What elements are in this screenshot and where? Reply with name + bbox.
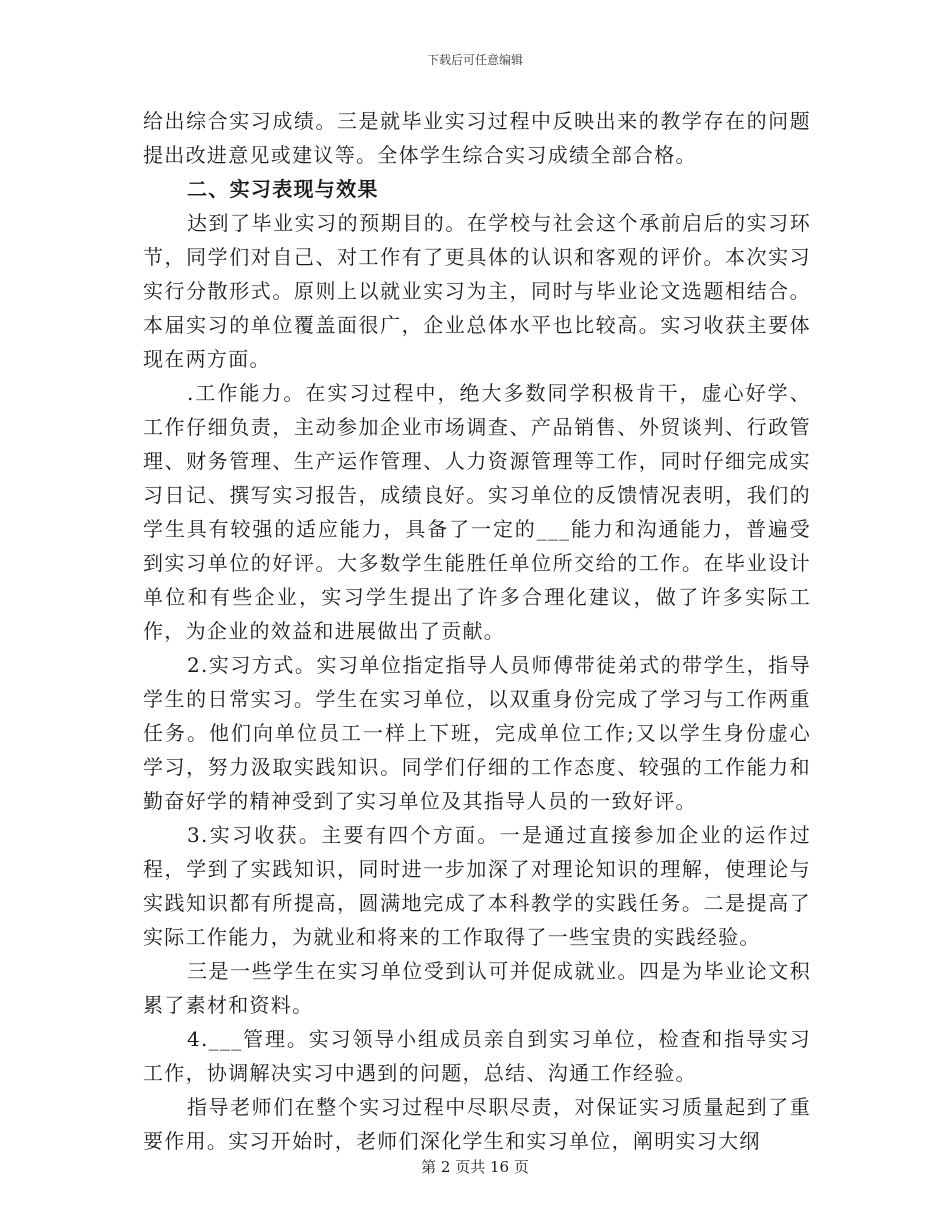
paragraph-continued: 给出综合实习成绩。三是就毕业实习过程中反映出来的教学存在的问题提出改进意见或建议等。全体学生综合实习成绩全部合格。	[143, 109, 811, 167]
paragraph-internship-gains: 3.实习收获。主要有四个方面。一是通过直接参加企业的运作过程，学到了实践知识，同时进一步加深了对理论知识的理解，使理论与实践知识都有所提高，圆满地完成了本科教学的实践任务。二是提高了实际工作能力，为就业和将来的工作取得了一些宝贵的实践经验。	[143, 823, 811, 949]
page-number: 第 2 页共 16 页	[421, 1158, 529, 1176]
document-body	[143, 104, 811, 1158]
section-heading: 二、实习表现与效果	[187, 177, 379, 201]
paragraph-management: 4.___管理。实习领导小组成员亲自到实习单位，检查和指导实习工作，协调解决实习中遇到的问题，总结、沟通工作经验。	[143, 1027, 811, 1085]
paragraph-internship-method: 2.实习方式。实习单位指定指导人员师傅带徒弟式的带学生，指导学生的日常实习。学生在实习单位，以双重身份完成了学习与工作两重任务。他们向单位员工一样上下班，完成单位工作;又以学生身份虚心学习，努力汲取实践知识。同学们仔细的工作态度、较强的工作能力和勤奋好学的精神受到了实习单位及其指导人员的一致好评。	[143, 653, 811, 813]
paragraph-teachers: 指导老师们在整个实习过程中尽职尽责，对保证实习质量起到了重要作用。实习开始时，老师们深化学生和实习单位，阐明实习大纲	[143, 1095, 811, 1153]
page-header-note: 下载后可任意编辑	[426, 53, 523, 67]
paragraph-intro: 达到了毕业实习的预期目的。在学校与社会这个承前启后的实习环节，同学们对自己、对工作有了更具体的认识和客观的评价。本次实习实行分散形式。原则上以就业实习为主，同时与毕业论文选题相结合。本届实习的单位覆盖面很广，企业总体水平也比较高。实习收获主要体现在两方面。	[143, 211, 811, 371]
paragraph-work-ability: .工作能力。在实习过程中，绝大多数同学积极肯干，虚心好学、工作仔细负责，主动参加企业市场调查、产品销售、外贸谈判、行政管理、财务管理、生产运作管理、人力资源管理等工作，同时仔细完成实习日记、撰写实习报告，成绩良好。实习单位的反馈情况表明，我们的学生具有较强的适应能力，具备了一定的___能力和沟通能力，普遍受到实习单位的好评。大多数学生能胜任单位所交给的工作。在毕业设计单位和有些企业，实习学生提出了许多合理化建议，做了许多实际工作，为企业的效益和进展做出了贡献。	[143, 381, 811, 643]
paragraph-gains-continued: 三是一些学生在实习单位受到认可并促成就业。四是为毕业论文积累了素材和资料。	[143, 959, 811, 1017]
